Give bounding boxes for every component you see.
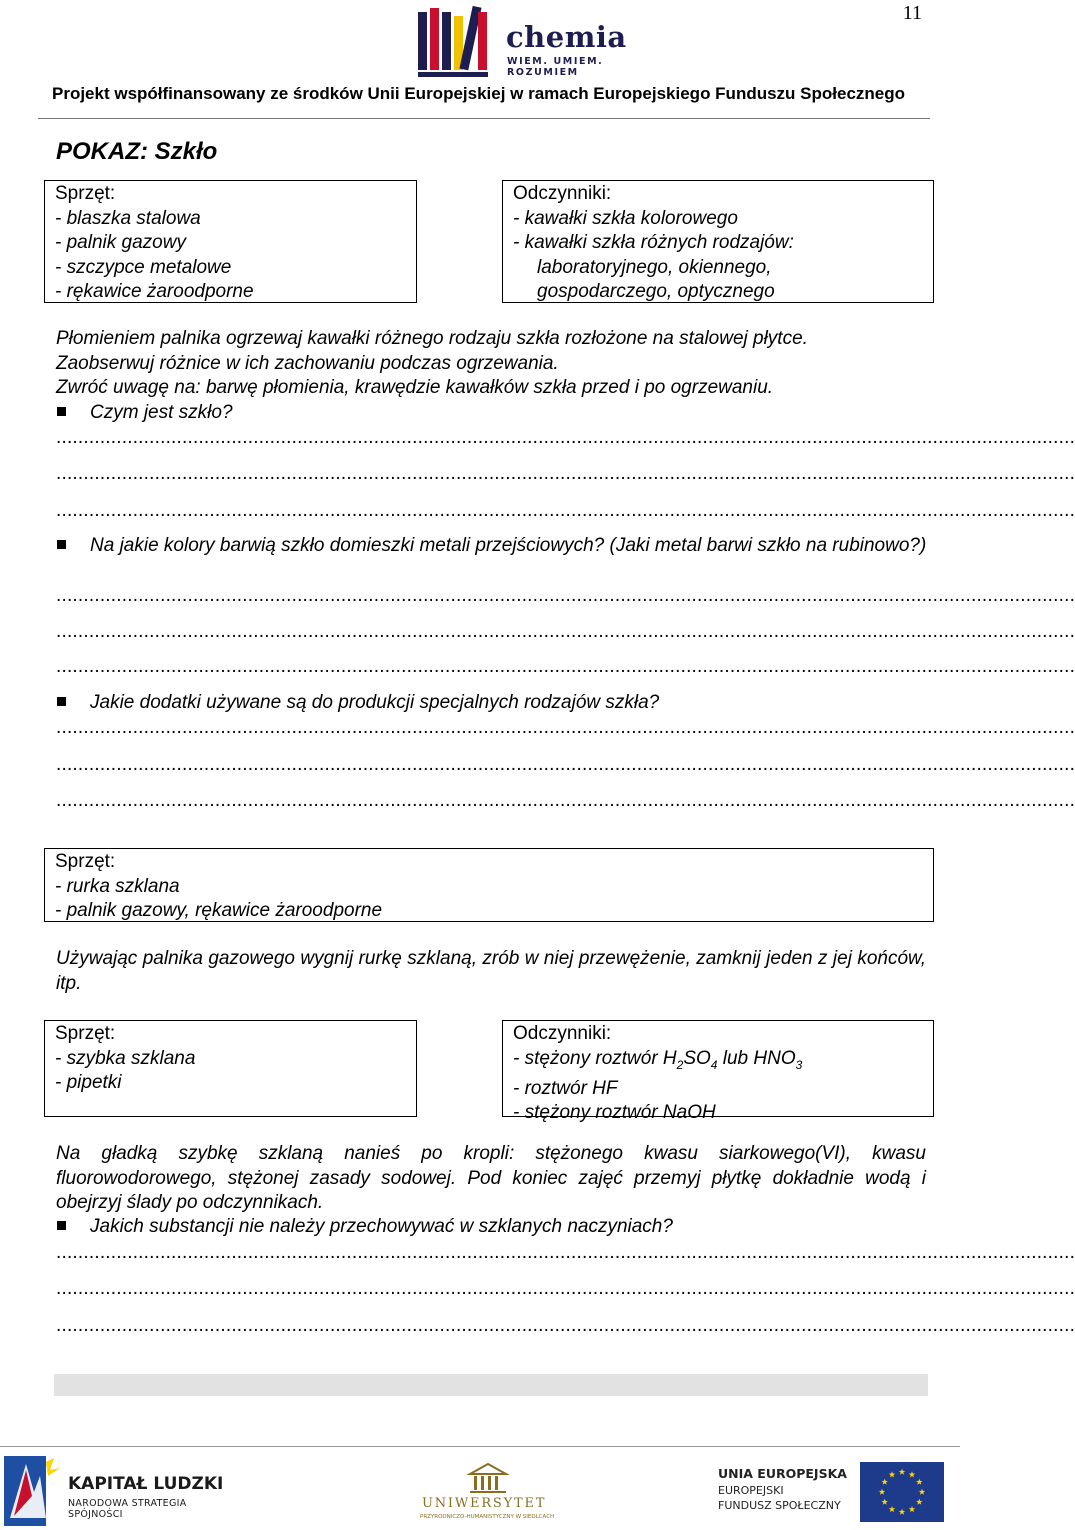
square-bullet-icon <box>57 540 66 549</box>
header-divider <box>38 118 930 119</box>
kapital-ludzki-emblem-icon <box>4 1456 62 1526</box>
eu-flag-icon <box>860 1462 944 1522</box>
reagents-heading: Odczynniki: <box>513 183 612 204</box>
answer-line[interactable]: .......................................................................................................................................................................................... <box>56 500 1075 521</box>
answer-line[interactable]: .......................................................................................................................................................................................... <box>56 656 1075 677</box>
reagents-box-3 <box>502 1020 934 1124</box>
equipment-item: - szczypce metalowe <box>55 256 232 278</box>
answer-line[interactable]: .......................................................................................................................................................................................... <box>56 754 1075 775</box>
subscript: 4 <box>710 1057 718 1072</box>
chemia-logo-bars-icon <box>418 6 494 80</box>
reagent-text: lub HNO <box>717 1047 796 1069</box>
subscript: 3 <box>795 1057 803 1072</box>
page-number: 11 <box>902 2 922 24</box>
answer-line[interactable]: .......................................................................................................................................................................................... <box>56 463 1075 484</box>
question-text: Na jakie kolory barwią szkło domieszki metali przejściowych? (Jaki metal barwi szkło na rubinowo?) <box>90 535 927 556</box>
instructions-block-1 <box>56 327 926 401</box>
footer-divider <box>0 1446 960 1447</box>
section-title: POKAZ: Szkło <box>56 138 218 165</box>
reagents-heading: Odczynniki: <box>513 1023 612 1044</box>
answer-line[interactable]: .......................................................................................................................................................................................... <box>56 1242 1075 1263</box>
eu-logo <box>712 1462 948 1524</box>
reagent-item: - kawałki szkła kolorowego <box>513 207 738 229</box>
question-1 <box>56 401 928 426</box>
equipment-item: - blaszka stalowa <box>55 207 201 229</box>
instruction-line: Płomieniem palnika ogrzewaj kawałki różnego rodzaju szkła rozłożone na stalowej płytce. <box>56 328 808 349</box>
reagent-subitem: laboratoryjnego, okiennego, <box>537 256 772 278</box>
equipment-item: - palnik gazowy, rękawice żaroodporne <box>55 900 383 921</box>
instruction-line: Zwróć uwagę na: barwę płomienia, krawędzie kawałków szkła przed i po ogrzewaniu. <box>56 377 774 398</box>
eu-fund-line-1: EUROPEJSKI <box>718 1484 784 1497</box>
answer-line[interactable]: .......................................................................................................................................................................................... <box>56 427 1075 448</box>
equipment-item: - rurka szklana <box>55 875 180 897</box>
reagent-text: - stężony roztwór H <box>513 1047 677 1069</box>
equipment-heading: Sprzęt: <box>55 1023 116 1044</box>
question-3 <box>56 691 928 716</box>
university-title: UNIWERSYTET <box>422 1496 547 1511</box>
gray-footer-bar <box>54 1374 928 1396</box>
square-bullet-icon <box>57 407 66 416</box>
reagent-item-acids <box>513 1047 923 1077</box>
equipment-heading: Sprzęt: <box>55 183 116 204</box>
equipment-item: - szybka szklana <box>55 1047 196 1069</box>
square-bullet-icon <box>57 1221 66 1230</box>
instruction-line: Zaobserwuj różnice w ich zachowaniu podczas ogrzewania. <box>56 352 559 374</box>
eu-fund-line-2: FUNDUSZ SPOŁECZNY <box>718 1499 841 1512</box>
equipment-box-1 <box>44 180 417 303</box>
reagent-subitem: gospodarczego, optycznego <box>537 281 775 302</box>
question-4 <box>56 1215 928 1240</box>
instructions-block-3: Na gładką szybkę szklaną nanieś po kropli: stężonego kwasu siarkowego(VI), kwasu fluorowodorowego, stężonej zasady sodowej. Pod koniec zajęć przemyj płytkę dokładnie wodą i obejrzyj ślady po odczynnikach. <box>56 1143 926 1213</box>
logo-tagline: WIEM. UMIEM. ROZUMIEM <box>507 56 604 78</box>
equipment-item: - rękawice żaroodporne <box>55 281 254 302</box>
university-logo <box>420 1460 555 1524</box>
answer-line[interactable]: .......................................................................................................................................................................................... <box>56 1315 1075 1336</box>
equipment-box-2 <box>44 848 934 922</box>
reagent-item: - roztwór HF <box>513 1077 618 1099</box>
question-text: Jakich substancji nie należy przechowywać w szklanych naczyniach? <box>90 1216 673 1237</box>
subscript: 2 <box>676 1057 684 1072</box>
reagent-item: - stężony roztwór NaOH <box>513 1102 716 1124</box>
answer-line[interactable]: .......................................................................................................................................................................................... <box>56 717 1075 738</box>
equipment-item: - pipetki <box>55 1072 122 1093</box>
square-bullet-icon <box>57 697 66 706</box>
equipment-heading: Sprzęt: <box>55 851 116 872</box>
kapital-ludzki-title: KAPITAŁ LUDZKI <box>68 1474 224 1494</box>
kapital-ludzki-logo <box>4 1456 234 1526</box>
answer-line[interactable]: .......................................................................................................................................................................................... <box>56 621 1075 642</box>
kapital-ludzki-subtitle: NARODOWA STRATEGIA SPÓJNOŚCI <box>68 1498 187 1520</box>
answer-line[interactable]: .......................................................................................................................................................................................... <box>56 585 1075 606</box>
equipment-item: - palnik gazowy <box>55 232 186 253</box>
reagent-item: - kawałki szkła różnych rodzajów: <box>513 232 794 253</box>
question-text: Czym jest szkło? <box>90 402 233 423</box>
answer-line[interactable]: .......................................................................................................................................................................................... <box>56 790 1075 811</box>
logo-word: chemia <box>506 20 627 54</box>
university-building-icon <box>468 1462 508 1494</box>
question-2 <box>56 534 928 559</box>
question-text: Jakie dodatki używane są do produkcji specjalnych rodzajów szkła? <box>90 692 660 713</box>
eu-title: UNIA EUROPEJSKA <box>718 1466 847 1481</box>
reagent-text: SO <box>683 1047 711 1069</box>
chemia-logo <box>418 6 628 80</box>
equipment-box-3 <box>44 1020 417 1117</box>
project-funding-line: Projekt współfinansowany ze środków Unii Europejskiej w ramach Europejskiego Funduszu Społecznego <box>52 84 906 103</box>
university-subtitle: PRZYRODNICZO-HUMANISTYCZNY W SIEDLCACH <box>420 1514 555 1520</box>
instructions-block-2: Używając palnika gazowego wygnij rurkę szklaną, zrób w niej przewężenie, zamknij jeden z jej końców, itp. <box>56 948 926 994</box>
reagents-box-1 <box>502 180 934 303</box>
answer-line[interactable]: .......................................................................................................................................................................................... <box>56 1278 1075 1299</box>
